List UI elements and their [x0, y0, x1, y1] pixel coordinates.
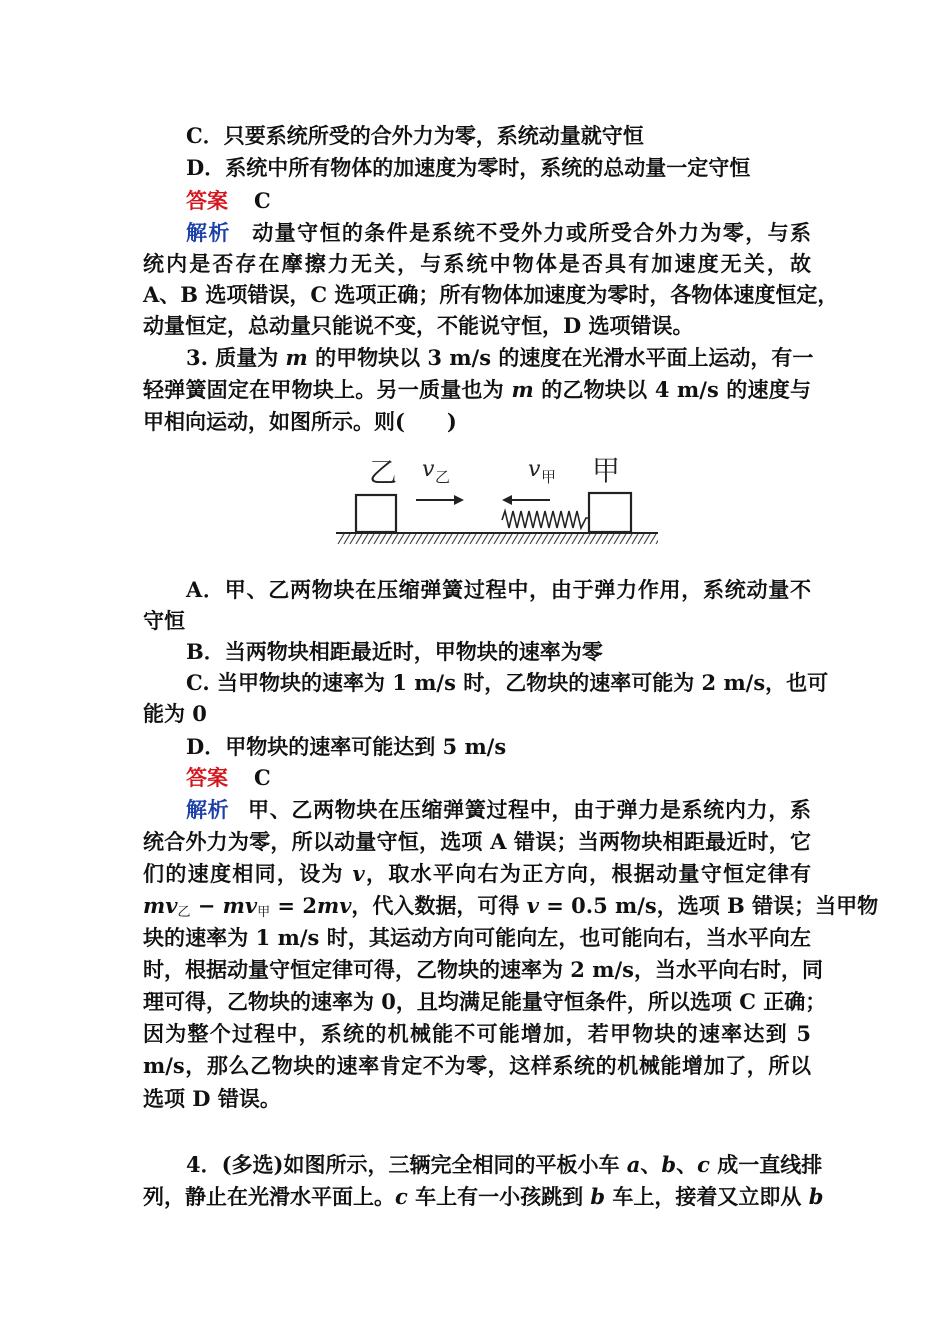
q3-analysis-line-6: 时，根据动量守恒定律可得，乙物块的速率为 2 m/s，当水平向右时，同 [143, 957, 823, 982]
q3-option-d: D．甲物块的速率可能达到 5 m/s [186, 734, 507, 759]
analysis-label: 解析 [186, 797, 230, 822]
hatch-mark [380, 534, 386, 544]
q3-analysis-line-4: mv乙 − mv甲 = 2mv，代入数据，可得 v = 0.5 m/s，选项 B 错误；当甲物 [143, 893, 879, 920]
analysis-label: 解析 [186, 220, 231, 245]
block-jia [589, 493, 631, 532]
q3-analysis-line-7: 理可得，乙物块的速率为 0，且均满足能量守恒条件，所以选项 C 正确； [143, 989, 827, 1014]
hatch-mark [512, 534, 518, 544]
hatch-mark [536, 534, 542, 544]
hatch-mark [422, 534, 428, 544]
v-yi-symbol: v [422, 457, 435, 482]
hatch-mark [602, 534, 608, 544]
hatch-mark [614, 534, 620, 544]
hatch-mark [650, 534, 656, 544]
hatch-mark [374, 534, 380, 544]
hatch-mark [458, 534, 464, 544]
hatch-mark [452, 534, 458, 544]
block-yi [356, 495, 396, 532]
hatch-mark [548, 534, 554, 544]
hatch-mark [608, 534, 614, 544]
hatch-mark [530, 534, 536, 544]
q3-answer [186, 762, 811, 794]
hatch-mark [494, 534, 500, 544]
hatch-mark [464, 534, 470, 544]
hatch-mark [560, 534, 566, 544]
hatch-mark [368, 534, 374, 544]
hatch-mark [386, 534, 392, 544]
hatch-mark [500, 534, 506, 544]
q3-analysis-line-5: 块的速率为 1 m/s 时，其运动方向可能向左，也可能向右，当水平向左 [143, 925, 811, 950]
hatch-mark [428, 534, 434, 544]
q3-option-a-line-2: 守恒 [143, 608, 185, 633]
hatch-mark [578, 534, 584, 544]
hatch-mark [434, 534, 440, 544]
hatch-mark [482, 534, 488, 544]
q2-option-d: D．系统中所有物体的加速度为零时，系统的总动量一定守恒 [186, 155, 751, 180]
q2-analysis-line-1: 解析 动量守恒的条件是系统不受外力或所受合外力为零，与系 [186, 220, 812, 245]
hatch-mark [344, 534, 350, 544]
v-yi-subscript: 乙 [435, 468, 451, 486]
hatch-mark [632, 534, 638, 544]
hatch-mark [542, 534, 548, 544]
answer-value: C [254, 765, 271, 790]
spring-icon [502, 511, 589, 528]
hatch-mark [356, 534, 362, 544]
answer-label: 答案 [186, 188, 228, 213]
hatch-mark [398, 534, 404, 544]
q3-analysis-line-9: m/s，那么乙物块的速率肯定不为零，这样系统的机械能增加了，所以 [143, 1053, 811, 1078]
hatch-mark [338, 534, 344, 544]
hatch-mark [620, 534, 626, 544]
block-yi-label: 乙 [369, 456, 398, 489]
hatch-mark [440, 534, 446, 544]
blocks-spring-figure [336, 440, 658, 552]
hatch-mark [566, 534, 572, 544]
q3-option-b: B．当两物块相距最近时，甲物块的速率为零 [186, 639, 603, 664]
arrow-right-icon [416, 495, 464, 505]
hatch-mark [470, 534, 476, 544]
hatch-mark [644, 534, 650, 544]
hatch-mark [446, 534, 452, 544]
answer-value: C [254, 188, 271, 213]
q2-analysis-line-2: 统内是否存在摩擦力无关，与系统中物体是否具有加速度无关，故 [143, 251, 811, 276]
q3-analysis-line-8: 因为整个过程中，系统的机械能不可能增加，若甲物块的速率达到 5 [143, 1021, 811, 1046]
hatch-mark [638, 534, 644, 544]
q2-answer [186, 185, 811, 217]
hatch-mark [404, 534, 410, 544]
q4-stem-line-1: 4．(多选)如图所示，三辆完全相同的平板小车 a、b、c 成一直线排 [186, 1152, 823, 1177]
q3-analysis-line-10: 选项 D 错误。 [143, 1086, 281, 1111]
block-jia-label: 甲 [592, 454, 621, 487]
hatch-mark [596, 534, 602, 544]
ground-hatching [338, 534, 658, 544]
hatch-mark [392, 534, 398, 544]
q2-analysis-line-3: A、B 选项错误，C 选项正确；所有物体加速度为零时，各物体速度恒定， [143, 282, 839, 307]
hatch-mark [524, 534, 530, 544]
hatch-mark [362, 534, 368, 544]
v-jia-subscript: 甲 [541, 468, 557, 486]
q3-option-c-line-2: 能为 0 [143, 701, 207, 726]
hatch-mark [554, 534, 560, 544]
hatch-mark [572, 534, 578, 544]
v-jia-symbol: v [528, 457, 541, 482]
hatch-mark [626, 534, 632, 544]
q3-analysis-line-3: 们的速度相同，设为 v，取水平向右为正方向，根据动量守恒定律有 [143, 861, 812, 886]
q3-analysis-line-2: 统合外力为零，所以动量守恒，选项 A 错误；当两物块相距最近时，它 [143, 829, 811, 854]
answer-label: 答案 [186, 765, 228, 790]
hatch-mark [656, 534, 658, 544]
q2-analysis-line-4: 动量恒定，总动量只能说不变，不能说守恒，D 选项错误。 [143, 313, 694, 338]
q3-analysis-line-1: 解析 甲、乙两物块在压缩弹簧过程中，由于弹力是系统内力，系 [186, 797, 811, 822]
q4-stem-line-2: 列，静止在光滑水平面上。c 车上有一小孩跳到 b 车上，接着又立即从 b [143, 1184, 824, 1209]
q3-stem-line-1: 3. 质量为 m 的甲物块以 3 m/s 的速度在光滑水平面上运动，有一 [186, 345, 814, 370]
q3-option-a-line-1: A．甲、乙两物块在压缩弹簧过程中，由于弹力作用，系统动量不 [186, 577, 811, 602]
hatch-mark [410, 534, 416, 544]
hatch-mark [518, 534, 524, 544]
arrow-left-icon [502, 495, 550, 505]
q3-stem-line-2: 轻弹簧固定在甲物块上。另一质量也为 m 的乙物块以 4 m/s 的速度与 [143, 377, 811, 402]
hatch-mark [584, 534, 590, 544]
hatch-mark [506, 534, 512, 544]
q3-stem-line-3: 甲相向运动，如图所示。则( ) [143, 409, 457, 434]
hatch-mark [416, 534, 422, 544]
hatch-mark [350, 534, 356, 544]
q3-option-c-line-1: C. 当甲物块的速率为 1 m/s 时，乙物块的速率可能为 2 m/s，也可 [186, 670, 829, 695]
hatch-mark [590, 534, 596, 544]
hatch-mark [488, 534, 494, 544]
hatch-mark [476, 534, 482, 544]
q2-option-c: C．只要系统所受的合外力为零，系统动量就守恒 [186, 123, 644, 148]
